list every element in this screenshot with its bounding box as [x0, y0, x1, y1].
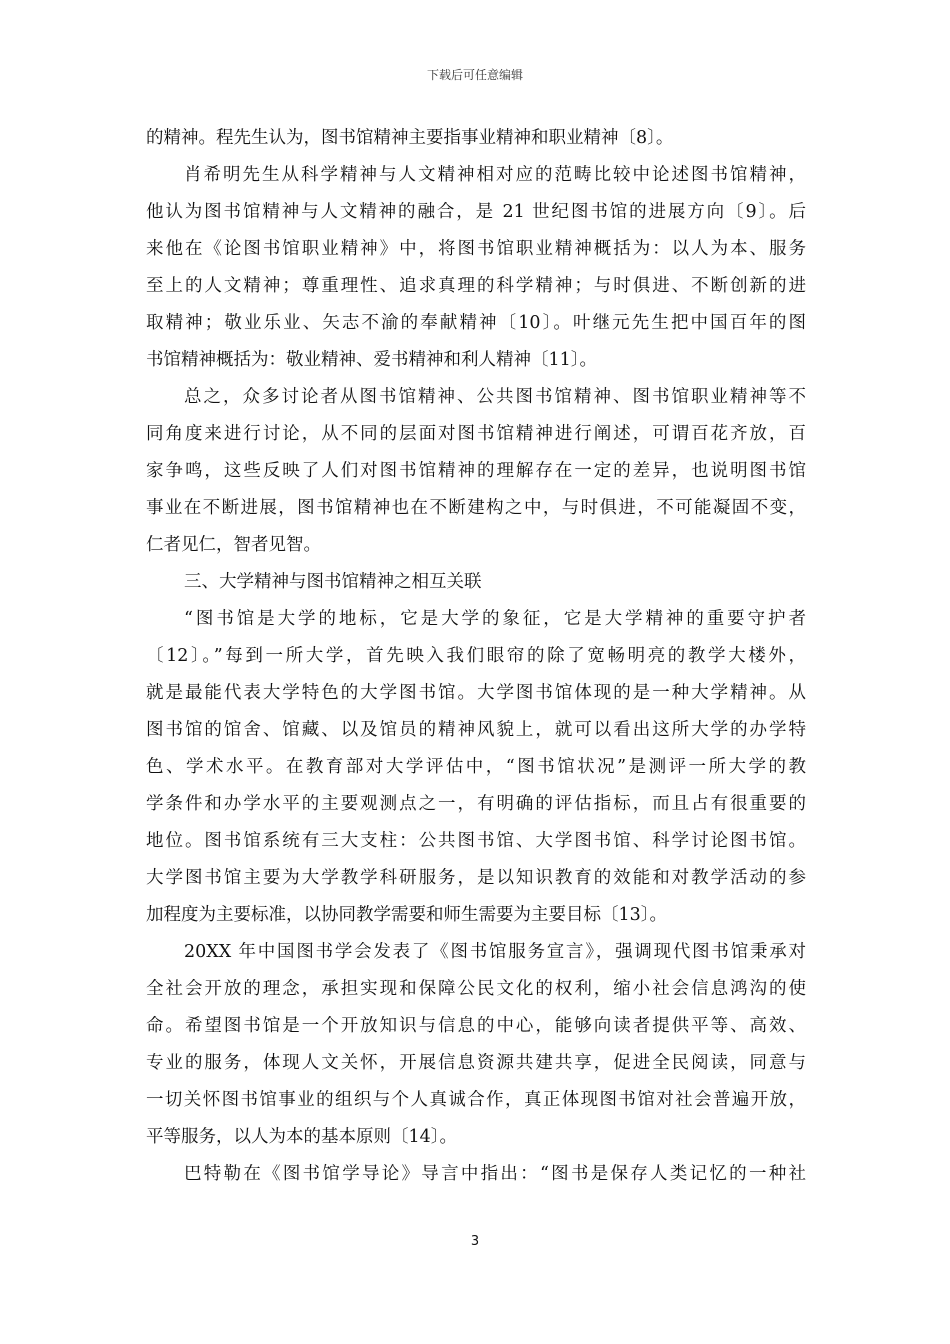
text-line: 专业的服务，体现人文关怀，开展信息资源共建共享，促进全民阅读，同意与: [146, 1053, 806, 1073]
page-number: 3: [470, 1234, 480, 1249]
document-body: [146, 120, 806, 1193]
text-line: 加程度为主要标准，以协同教学需要和师生需要为主要目标〔13〕。: [146, 905, 668, 925]
text-line: 地位。图书馆系统有三大支柱：公共图书馆、大学图书馆、科学讨论图书馆。: [146, 831, 806, 851]
text-line: 同角度来进行讨论，从不同的层面对图书馆精神进行阐述，可谓百花齐放，百: [146, 424, 806, 444]
text-line: 全社会开放的理念，承担实现和保障公民文化的权利，缩小社会信息鸿沟的使: [146, 979, 806, 999]
text-line: 〔12〕。”每到一所大学，首先映入我们眼帘的除了宽畅明亮的教学大楼外，: [146, 646, 806, 666]
text-line: 一切关怀图书馆事业的组织与个人真诚合作，真正体现图书馆对社会普遍开放，: [146, 1090, 806, 1110]
text-line: 家争鸣，这些反映了人们对图书馆精神的理解存在一定的差异，也说明图书馆: [146, 461, 806, 481]
text-line: 事业在不断进展，图书馆精神也在不断建构之中，与时俱进，不可能凝固不变，: [146, 498, 806, 518]
text-line: 来他在《论图书馆职业精神》中，将图书馆职业精神概括为：以人为本、服务: [146, 239, 806, 259]
text-line: 取精神；敬业乐业、矢志不渝的奉献精神〔10〕。叶继元先生把中国百年的图: [146, 313, 806, 333]
text-line: 巴特勒在《图书馆学导论》导言中指出：“图书是保存人类记忆的一种社: [184, 1164, 806, 1184]
text-line: 的精神。程先生认为，图书馆精神主要指事业精神和职业精神〔8〕。: [146, 128, 674, 148]
text-line: 他认为图书馆精神与人文精神的融合，是 21 世纪图书馆的进展方向〔9〕。后: [146, 202, 806, 222]
text-line: 书馆精神概括为：敬业精神、爱书精神和利人精神〔11〕。: [146, 350, 598, 370]
section-heading: 三、大学精神与图书馆精神之相互关联: [184, 572, 482, 592]
text-line: 图书馆的馆舍、馆藏、以及馆员的精神风貌上，就可以看出这所大学的办学特: [146, 720, 806, 740]
text-line: 仁者见仁，智者见智。: [146, 535, 321, 555]
text-line: 就是最能代表大学特色的大学图书馆。大学图书馆体现的是一种大学精神。从: [146, 683, 806, 703]
text-line: 至上的人文精神；尊重理性、追求真理的科学精神；与时俱进、不断创新的进: [146, 276, 806, 296]
text-line: “图书馆是大学的地标，它是大学的象征，它是大学精神的重要守护者: [184, 609, 806, 629]
text-line: 色、学术水平。在教育部对大学评估中，“图书馆状况”是测评一所大学的教: [146, 757, 806, 777]
text-line: 学条件和办学水平的主要观测点之一，有明确的评估指标，而且占有很重要的: [146, 794, 806, 814]
page-header: 下载后可任意编辑: [426, 68, 523, 82]
text-line: 20XX 年中国图书学会发表了《图书馆服务宣言》，强调现代图书馆秉承对: [184, 942, 806, 962]
text-line: 总之，众多讨论者从图书馆精神、公共图书馆精神、图书馆职业精神等不: [184, 387, 806, 407]
text-line: 肖希明先生从科学精神与人文精神相对应的范畴比较中论述图书馆精神，: [184, 165, 806, 185]
text-line: 命。希望图书馆是一个开放知识与信息的中心，能够向读者提供平等、高效、: [146, 1016, 806, 1036]
text-line: 大学图书馆主要为大学教学科研服务，是以知识教育的效能和对教学活动的参: [146, 868, 806, 888]
text-line: 平等服务，以人为本的基本原则〔14〕。: [146, 1127, 458, 1147]
